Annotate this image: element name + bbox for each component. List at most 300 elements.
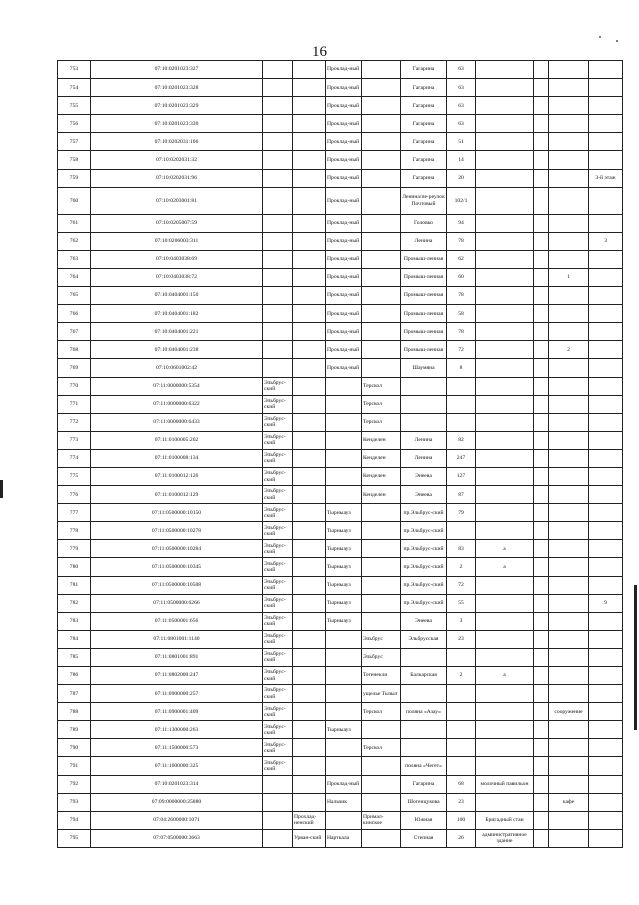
table-cell (401, 739, 447, 757)
table-row (58, 793, 623, 811)
table-cell: 07:11:0000000:6322 (91, 395, 263, 413)
table-cell: 07:11:0801001:1140 (91, 630, 263, 648)
table-cell: 07:10:0201023:329 (91, 97, 263, 115)
table-cell (263, 79, 293, 97)
table-cell: пр.Эльбрус-ский (401, 558, 447, 576)
table-cell: Терскол (362, 413, 401, 431)
table-cell: 14 (447, 151, 476, 169)
table-cell (589, 359, 623, 377)
table-cell: 72 (447, 341, 476, 359)
table-cell (362, 721, 401, 739)
table-cell (476, 250, 534, 268)
table-cell (362, 133, 401, 151)
table-cell (476, 61, 534, 79)
table-cell: 07:10:0201023:314 (91, 775, 263, 793)
table-cell (362, 187, 401, 214)
table-cell: Эльбрус-ский (263, 594, 293, 612)
table-cell: кафе (549, 793, 589, 811)
table-cell (447, 377, 476, 395)
table-cell (401, 377, 447, 395)
table-cell: 07:11:1500000:573 (91, 739, 263, 757)
table-cell (293, 594, 326, 612)
table-cell: Энеева (401, 467, 447, 485)
table-cell: 761 (58, 214, 91, 232)
table-cell: Проклад-ный (326, 268, 362, 286)
table-cell (589, 486, 623, 504)
table-cell: Эльбрус-ский (263, 449, 293, 467)
table-cell: 63 (447, 79, 476, 97)
table-cell: пр.Эльбрус-ский (401, 576, 447, 594)
table-cell (549, 431, 589, 449)
table-cell (476, 395, 534, 413)
table-cell (362, 79, 401, 97)
table-cell: 07:10:0601002:42 (91, 359, 263, 377)
table-cell (362, 829, 401, 847)
table-cell: 9 (589, 594, 623, 612)
table-cell: 07:11:1600000:325 (91, 757, 263, 775)
table-cell: 07:11:0500001:656 (91, 612, 263, 630)
table-cell: Проклад-ный (326, 61, 362, 79)
table-cell: 754 (58, 79, 91, 97)
table-cell: 07:11:0100008:134 (91, 449, 263, 467)
table-cell (263, 151, 293, 169)
table-row (58, 522, 623, 540)
table-cell (326, 648, 362, 666)
table-cell (362, 558, 401, 576)
table-cell (326, 811, 362, 829)
table-cell (534, 377, 549, 395)
table-cell (549, 739, 589, 757)
table-cell: 127 (447, 467, 476, 485)
table-cell (589, 187, 623, 214)
table-cell: 759 (58, 169, 91, 187)
table-cell (326, 467, 362, 485)
table-cell (293, 703, 326, 721)
table-cell (549, 486, 589, 504)
table-cell (362, 115, 401, 133)
table-cell: 760 (58, 187, 91, 214)
registry-table (57, 60, 623, 848)
table-cell: 787 (58, 685, 91, 703)
table-cell (362, 757, 401, 775)
table-cell (589, 214, 623, 232)
table-cell (293, 413, 326, 431)
table-cell (293, 341, 326, 359)
table-cell (589, 377, 623, 395)
table-cell: Тырныауз (326, 504, 362, 522)
table-row (58, 703, 623, 721)
table-cell (293, 232, 326, 250)
table-row (58, 739, 623, 757)
table-cell: 83 (447, 540, 476, 558)
table-cell (326, 395, 362, 413)
table-cell (589, 449, 623, 467)
table-cell (293, 151, 326, 169)
table-cell (293, 558, 326, 576)
table-cell (401, 721, 447, 739)
table-cell (326, 486, 362, 504)
table-cell (476, 504, 534, 522)
table-cell: 07:09:0000000:25880 (91, 793, 263, 811)
table-cell (293, 667, 326, 685)
table-row (58, 115, 623, 133)
table-cell: Проклад-ный (326, 232, 362, 250)
table-cell (534, 305, 549, 323)
table-cell: 07:11:0900001:409 (91, 703, 263, 721)
table-cell: Кенделен (362, 467, 401, 485)
table-cell: 100 (447, 811, 476, 829)
table-cell (534, 667, 549, 685)
table-row (58, 612, 623, 630)
table-cell (362, 504, 401, 522)
table-cell (476, 630, 534, 648)
table-cell: 795 (58, 829, 91, 847)
table-cell (589, 829, 623, 847)
table-cell (534, 395, 549, 413)
table-cell: 773 (58, 431, 91, 449)
table-cell: 786 (58, 667, 91, 685)
table-cell (362, 359, 401, 377)
table-cell: Прохлад-ненский (293, 811, 326, 829)
table-row (58, 685, 623, 703)
table-cell (293, 721, 326, 739)
table-cell: 763 (58, 250, 91, 268)
table-cell (534, 413, 549, 431)
table-cell (293, 97, 326, 115)
table-cell: Тегенекли (362, 667, 401, 685)
table-cell: Эльбрус (362, 630, 401, 648)
table-cell (447, 413, 476, 431)
table-cell (293, 449, 326, 467)
table-cell (534, 486, 549, 504)
table-cell: 767 (58, 323, 91, 341)
table-cell: Ленина (401, 232, 447, 250)
table-cell (549, 323, 589, 341)
table-cell: Энеева (401, 486, 447, 504)
table-cell: Проклад-ный (326, 323, 362, 341)
table-cell (589, 151, 623, 169)
table-cell (549, 133, 589, 151)
table-cell (589, 431, 623, 449)
table-cell: 07:11:0500000:10508 (91, 576, 263, 594)
table-cell (362, 775, 401, 793)
table-cell: Тырныауз (326, 522, 362, 540)
table-cell (263, 97, 293, 115)
table-cell (589, 775, 623, 793)
table-cell: 785 (58, 648, 91, 666)
table-cell: 26 (447, 829, 476, 847)
table-cell (293, 115, 326, 133)
table-cell (549, 169, 589, 187)
edge-mark (634, 585, 637, 730)
table-cell: 789 (58, 721, 91, 739)
table-cell: 07:11:0000000:5354 (91, 377, 263, 395)
table-cell (534, 133, 549, 151)
table-cell (362, 594, 401, 612)
table-cell: Гагарина (401, 151, 447, 169)
table-cell: Эльбрус-ский (263, 413, 293, 431)
table-cell: Проклад-ный (326, 115, 362, 133)
table-cell: Эльбрус-ский (263, 504, 293, 522)
table-cell: 07:11:1300000:263 (91, 721, 263, 739)
table-cell: 781 (58, 576, 91, 594)
table-cell: 07:10:0201023:327 (91, 61, 263, 79)
table-cell: 07:10:0404001:221 (91, 323, 263, 341)
table-row (58, 449, 623, 467)
table-cell (534, 115, 549, 133)
table-cell (476, 757, 534, 775)
table-cell: Примал-кинское (362, 811, 401, 829)
table-cell (589, 721, 623, 739)
table-cell (263, 793, 293, 811)
table-cell (589, 648, 623, 666)
table-cell: 07:10:0206003:311 (91, 232, 263, 250)
table-cell (534, 250, 549, 268)
table-cell: Промыш-ленная (401, 268, 447, 286)
table-cell (362, 341, 401, 359)
table-cell (293, 359, 326, 377)
table-cell: 2 (447, 558, 476, 576)
table-cell (293, 793, 326, 811)
table-row (58, 775, 623, 793)
table-cell: 07:10:0202031:96 (91, 169, 263, 187)
table-cell: 20 (447, 169, 476, 187)
table-cell (476, 214, 534, 232)
table-cell: 3-й этаж (589, 169, 623, 187)
table-cell: 769 (58, 359, 91, 377)
table-cell (263, 61, 293, 79)
table-cell (263, 323, 293, 341)
table-row (58, 133, 623, 151)
table-row (58, 377, 623, 395)
table-cell: Ленина (401, 449, 447, 467)
table-cell (549, 540, 589, 558)
table-cell (401, 395, 447, 413)
table-cell: Головко (401, 214, 447, 232)
table-cell (326, 431, 362, 449)
table-cell (589, 793, 623, 811)
table-cell (326, 703, 362, 721)
table-cell: Эльбрус-ский (263, 757, 293, 775)
table-cell: 762 (58, 232, 91, 250)
table-cell: Промыш-ленная (401, 341, 447, 359)
table-cell (293, 377, 326, 395)
table-cell (534, 522, 549, 540)
table-cell (476, 115, 534, 133)
table-cell (549, 522, 589, 540)
table-cell: 755 (58, 97, 91, 115)
table-cell: Гагарина (401, 61, 447, 79)
table-cell (263, 775, 293, 793)
table-cell: Ленина (401, 431, 447, 449)
table-cell: 794 (58, 811, 91, 829)
table-cell: Степная (401, 829, 447, 847)
table-cell: Южная (401, 811, 447, 829)
table-cell (293, 287, 326, 305)
table-row (58, 667, 623, 685)
table-cell: Тырныауз (326, 721, 362, 739)
table-cell: 94 (447, 214, 476, 232)
table-cell (534, 811, 549, 829)
table-cell: Эльбрус-ский (263, 612, 293, 630)
table-cell: 23 (447, 793, 476, 811)
table-row (58, 323, 623, 341)
table-cell (263, 359, 293, 377)
table-cell: 07:10:0201023:330 (91, 115, 263, 133)
table-cell (362, 576, 401, 594)
table-cell: Проклад-ный (326, 169, 362, 187)
table-cell (447, 395, 476, 413)
table-cell (293, 395, 326, 413)
table-cell: Эльбрус-ский (263, 431, 293, 449)
table-cell: 792 (58, 775, 91, 793)
table-cell (293, 739, 326, 757)
table-cell (263, 187, 293, 214)
table-cell (549, 811, 589, 829)
table-row (58, 413, 623, 431)
table-cell: 790 (58, 739, 91, 757)
table-cell (476, 721, 534, 739)
table-cell: Терскол (362, 739, 401, 757)
table-cell: Гагарина (401, 97, 447, 115)
table-cell (447, 721, 476, 739)
table-cell (534, 739, 549, 757)
table-cell: Нальчик (326, 793, 362, 811)
table-cell: 07:10:0404001:182 (91, 305, 263, 323)
table-cell (534, 449, 549, 467)
table-cell (447, 757, 476, 775)
table-cell: 793 (58, 793, 91, 811)
table-cell (476, 377, 534, 395)
table-cell: Промыш-ленная (401, 287, 447, 305)
table-cell (589, 341, 623, 359)
table-cell: Эльбрус-ский (263, 522, 293, 540)
table-cell: 07:11:0500000:10150 (91, 504, 263, 522)
table-cell: сооружение (549, 703, 589, 721)
table-cell: 783 (58, 612, 91, 630)
table-cell (549, 667, 589, 685)
table-cell (476, 323, 534, 341)
table-cell: 51 (447, 133, 476, 151)
table-cell (362, 612, 401, 630)
table-cell (476, 133, 534, 151)
table-cell (362, 287, 401, 305)
table-cell (362, 61, 401, 79)
table-row (58, 287, 623, 305)
table-cell (549, 413, 589, 431)
table-cell (534, 97, 549, 115)
table-cell (534, 685, 549, 703)
table-cell: Энеева (401, 612, 447, 630)
table-cell (362, 305, 401, 323)
table-row (58, 594, 623, 612)
table-cell (293, 630, 326, 648)
table-cell: 07:10:0404001:150 (91, 287, 263, 305)
table-cell: Проклад-ный (326, 250, 362, 268)
table-cell (326, 757, 362, 775)
table-cell (263, 829, 293, 847)
table-cell: Терскол (362, 377, 401, 395)
table-cell (534, 576, 549, 594)
table-cell (589, 413, 623, 431)
table-row (58, 540, 623, 558)
table-cell (549, 576, 589, 594)
table-cell (589, 504, 623, 522)
table-cell (447, 648, 476, 666)
table-cell: Эльбрус-ский (263, 739, 293, 757)
table-cell (362, 268, 401, 286)
table-cell (293, 323, 326, 341)
table-cell: Урван-ский (293, 829, 326, 847)
table-row (58, 268, 623, 286)
table-cell (549, 250, 589, 268)
table-row (58, 214, 623, 232)
table-cell: Терскол (362, 703, 401, 721)
table-cell: 791 (58, 757, 91, 775)
table-cell (476, 703, 534, 721)
table-cell: Гагарина (401, 79, 447, 97)
table-row (58, 576, 623, 594)
table-cell (589, 667, 623, 685)
table-cell (362, 214, 401, 232)
table-cell (589, 287, 623, 305)
table-cell (476, 359, 534, 377)
table-cell (476, 612, 534, 630)
table-cell: 07:10:0202031:106 (91, 133, 263, 151)
table-cell (293, 522, 326, 540)
table-cell: пр.Эльбрус-ский (401, 594, 447, 612)
table-cell: пр.Эльбрус-ский (401, 540, 447, 558)
table-cell (534, 504, 549, 522)
table-cell (362, 151, 401, 169)
table-cell (293, 250, 326, 268)
table-cell: Эльбрус-ский (263, 703, 293, 721)
table-cell: пр.Эльбрус-ский (401, 522, 447, 540)
table-cell: 07:10:0202031:32 (91, 151, 263, 169)
table-cell (263, 250, 293, 268)
table-cell: 774 (58, 449, 91, 467)
table-cell: Кенделен (362, 449, 401, 467)
table-cell: а (476, 558, 534, 576)
table-cell (589, 323, 623, 341)
table-cell (293, 612, 326, 630)
table-cell (549, 757, 589, 775)
table-cell (293, 775, 326, 793)
table-cell: 3 (589, 232, 623, 250)
table-cell: 62 (447, 250, 476, 268)
table-cell (293, 431, 326, 449)
table-cell: 758 (58, 151, 91, 169)
table-cell: молочный павильон (476, 775, 534, 793)
table-cell (589, 630, 623, 648)
table-cell: 765 (58, 287, 91, 305)
table-cell: 766 (58, 305, 91, 323)
table-cell (589, 115, 623, 133)
table-cell (589, 612, 623, 630)
table-cell (589, 467, 623, 485)
table-cell (476, 522, 534, 540)
table-cell (476, 151, 534, 169)
table-row (58, 504, 623, 522)
table-cell (362, 540, 401, 558)
table-row (58, 79, 623, 97)
table-cell: Проклад-ный (326, 341, 362, 359)
table-cell: Тырныауз (326, 612, 362, 630)
table-cell: Гагарина (401, 775, 447, 793)
table-cell: Бригадный стан (476, 811, 534, 829)
table-row (58, 341, 623, 359)
table-cell: 07:11:0802000:247 (91, 667, 263, 685)
